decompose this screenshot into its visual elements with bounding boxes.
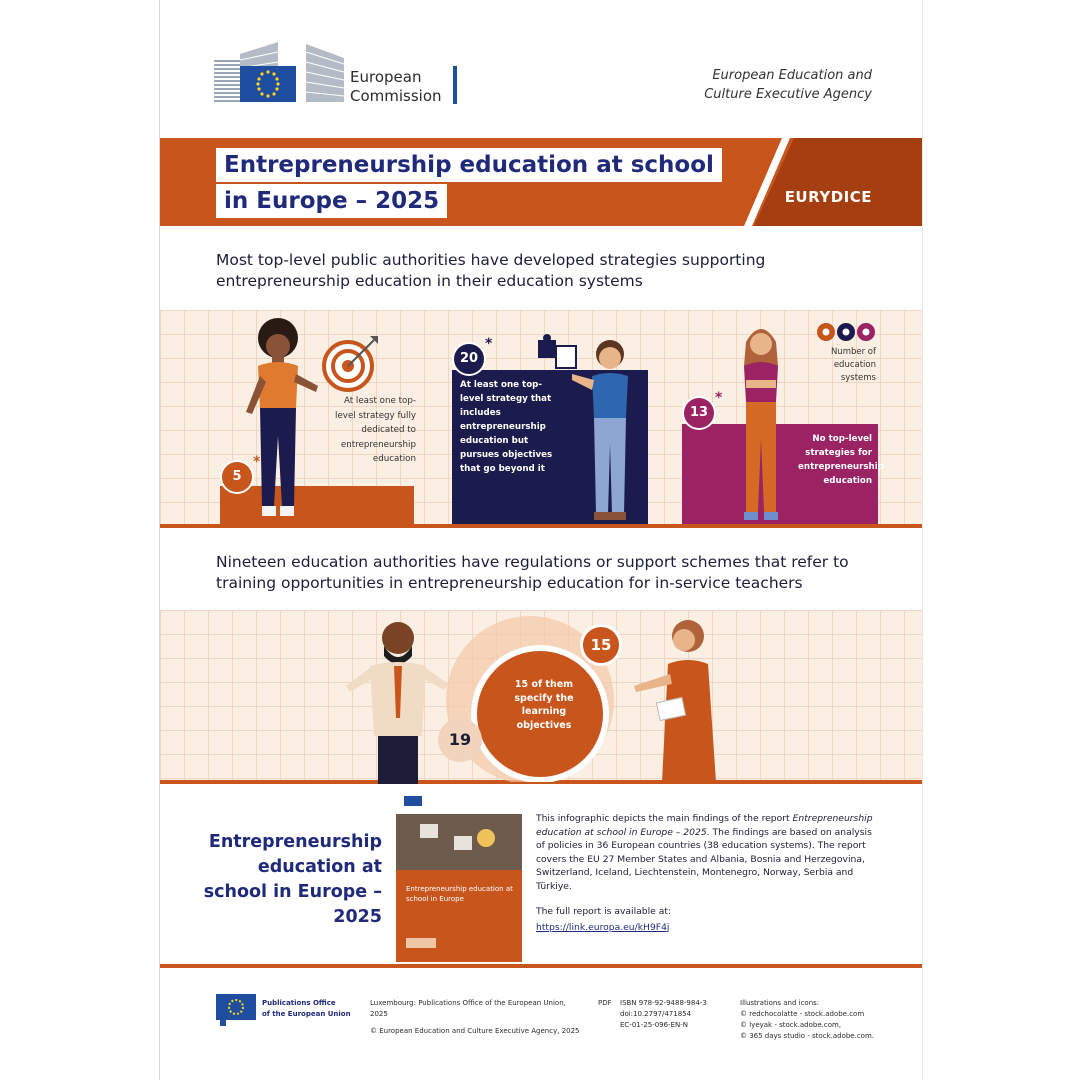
count-dedicated: 5	[220, 460, 254, 494]
logo-divider	[453, 66, 457, 104]
total-count-badge: 19	[438, 718, 482, 762]
pdf-label: PDF	[598, 999, 612, 1007]
count-broader: 20	[452, 342, 486, 376]
target-icon	[320, 334, 380, 394]
title-line-1: Entrepreneurship education at school	[216, 148, 722, 182]
isbn-block: ISBN 978-92-9488-984-3 doi:10.2797/471854 EC-01-25-096-EN-N	[620, 999, 707, 1029]
organisation-name: European Commission	[350, 68, 442, 105]
title-line-2: in Europe – 2025	[216, 184, 447, 218]
woman-illustration-2	[726, 318, 796, 528]
asterisk-1: *	[253, 454, 261, 470]
report-cover[interactable]	[396, 788, 522, 962]
image-credits: Illustrations and icons: © redchocolatte - stock.adobe.com © lyeyak - stock.adobe.com, © 365 days studio - stock.adobe.com.	[740, 999, 875, 1040]
page-title	[216, 148, 722, 220]
imprint: Luxembourg: Publications Office of the European Union, 2025 © European Education and Culture Executive Agency, 2025	[370, 999, 580, 1035]
subset-label: 15 of them specify the learning objectives	[514, 679, 574, 731]
woman-illustration-3	[630, 616, 730, 784]
woman-illustration-1	[238, 316, 318, 528]
label-dedicated: At least one top-level strategy fully dedicated to entrepreneurship education	[335, 396, 416, 464]
man-illustration-1	[570, 334, 650, 526]
section2-heading: Nineteen education authorities have regulations or support schemes that refer to training opportunities in entrepreneurship education for in-service teachers	[216, 553, 849, 592]
asterisk-2: *	[485, 336, 493, 352]
publisher-name: Publications Office of the European Union	[262, 999, 351, 1018]
subset-count-badge: 15	[580, 624, 622, 666]
report-description: This infographic depicts the main findings of the report Entrepreneurship education at school in Europe – 2025. The findings are based on analysis of policies in 36 European countries (38 education systems). The report covers the EU 27 Member States and Albania, Bosnia and Herzegovina, Switzerland, Iceland, Liechtenstein, Montenegro, Norway, Serbia and Türkiye. The full report is available at: https://link.europa.eu/kH9F4j	[536, 813, 873, 933]
eurydice-label: EURYDICE	[784, 188, 872, 206]
section1-heading: Most top-level public authorities have developed strategies supporting entrepreneurship education in their education systems	[216, 251, 766, 290]
european-commission-logo	[214, 40, 344, 106]
infographic-page	[160, 0, 922, 1080]
cover-puzzle-icon	[414, 818, 504, 868]
label-broader: At least one top-level strategy that includes entrepreneurship education but pursues objectives that go beyond it	[460, 380, 553, 474]
agency-name: European Education and Culture Executive Agency	[704, 68, 872, 102]
legend-stars-icon	[816, 322, 878, 342]
report-link[interactable]: https://link.europa.eu/kH9F4j	[536, 921, 670, 933]
man-illustration-2	[340, 616, 452, 784]
publications-office-logo	[216, 992, 258, 1026]
legend-label: Number of education systems	[830, 347, 876, 383]
report-title: Entrepreneurship education at school in Europe – 2025	[203, 832, 382, 927]
asterisk-3: *	[715, 390, 723, 406]
cover-title: Entrepreneurship education at school in Europe	[406, 885, 513, 903]
bottom-rule	[160, 964, 922, 968]
count-none: 13	[682, 396, 716, 430]
label-none: No top-level strategies for entrepreneurship education	[798, 434, 884, 486]
